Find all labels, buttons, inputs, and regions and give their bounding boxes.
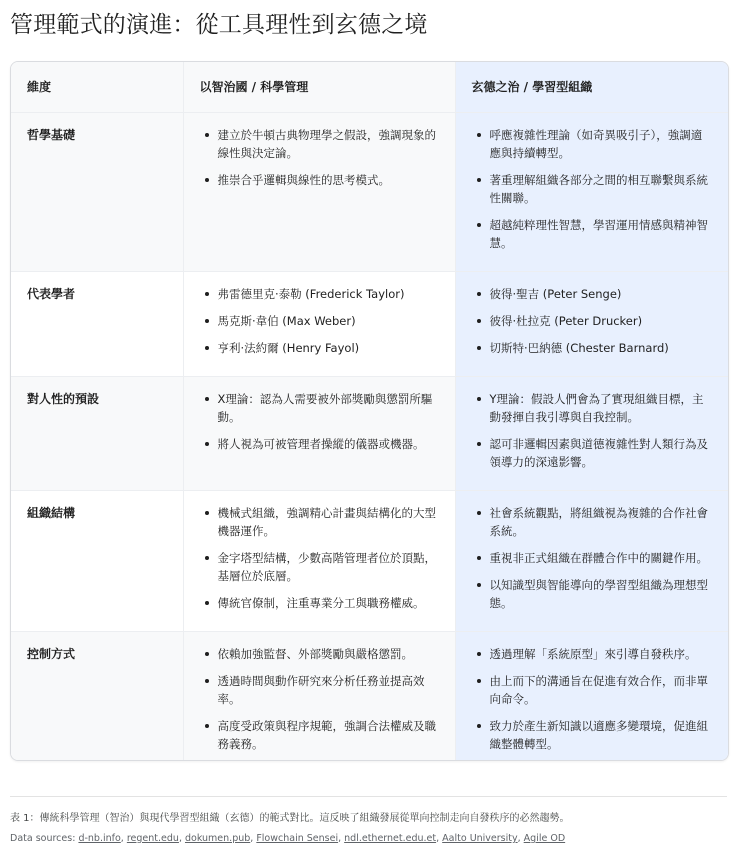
data-sources: Data sources: d-nb.info, regent.edu, dokumen.pub, Flowchain Sensei, ndl.ethernet.edu.et, Aalto University, Agile OD (10, 833, 566, 844)
list-item: 高度受政策與程序規範，強調合法權威及職務義務。 (218, 717, 439, 753)
list-item: 以知識型與智能導向的學習型組織為理想型態。 (490, 576, 713, 612)
list-item: 彼得·杜拉克 (Peter Drucker) (490, 312, 713, 330)
row-dimension: 哲學基礎 (11, 113, 183, 272)
list-item: 重視非正式組織在群體合作中的關鍵作用。 (490, 549, 713, 567)
source-link-aalto[interactable]: Aalto University (442, 833, 518, 844)
list-item: 社會系統觀點，將組織視為複雜的合作社會系統。 (490, 504, 713, 540)
cell-scientific (183, 491, 455, 632)
list-item: 呼應複雜性理論（如奇異吸引子），強調適應與持續轉型。 (490, 126, 713, 162)
list-item: X理論：認為人需要被外部獎勵與懲罰所驅動。 (218, 390, 439, 426)
list-item: 將人視為可被管理者操縱的儀器或機器。 (218, 435, 439, 453)
table-row (11, 632, 728, 762)
cell-learning (455, 113, 728, 272)
cell-learning (455, 377, 728, 491)
list-item: 建立於牛頓古典物理學之假設，強調現象的線性與決定論。 (218, 126, 439, 162)
list-item: 亨利·法約爾 (Henry Fayol) (218, 339, 439, 357)
source-link-flowchain[interactable]: Flowchain Sensei (256, 833, 339, 844)
cell-learning (455, 272, 728, 377)
list-item: 機械式組織，強調精心計畫與結構化的大型機器運作。 (218, 504, 439, 540)
list-item: 透過時間與動作研究來分析任務並提高效率。 (218, 672, 439, 708)
table-row (11, 377, 728, 491)
divider (10, 796, 727, 797)
cell-scientific (183, 632, 455, 762)
source-link-d-nb[interactable]: d-nb.info (78, 833, 121, 844)
row-dimension: 對人性的預設 (11, 377, 183, 491)
list-item: Y理論：假設人們會為了實現組織目標，主動發揮自我引導與自我控制。 (490, 390, 713, 426)
cell-scientific (183, 272, 455, 377)
page-title: 管理範式的演進：從工具理性到玄德之境 (10, 12, 428, 38)
list-item: 傳統官僚制，注重專業分工與職務權威。 (218, 594, 439, 612)
list-item: 推崇合乎邏輯與線性的思考模式。 (218, 171, 439, 189)
list-item: 切斯特·巴納德 (Chester Barnard) (490, 339, 713, 357)
header-dimension: 維度 (11, 62, 183, 113)
cell-scientific (183, 377, 455, 491)
source-link-dokumen[interactable]: dokumen.pub (184, 833, 251, 844)
list-item: 依賴加強監督、外部獎勵與嚴格懲罰。 (218, 645, 439, 663)
list-item: 致力於產生新知識以適應多變環境，促進組織整體轉型。 (490, 717, 713, 753)
list-item: 透過理解「系統原型」來引導自發秩序。 (490, 645, 713, 663)
table-header-row (11, 62, 728, 113)
cell-learning (455, 491, 728, 632)
list-item: 彼得·聖吉 (Peter Senge) (490, 285, 713, 303)
row-dimension: 組織結構 (11, 491, 183, 632)
cell-scientific (183, 113, 455, 272)
list-item: 超越純粹理性智慧，學習運用情感與精神智慧。 (490, 216, 713, 252)
list-item: 弗雷德里克·泰勒 (Frederick Taylor) (218, 285, 439, 303)
source-link-regent[interactable]: regent.edu (126, 833, 179, 844)
sources-label: Data sources: (10, 833, 76, 844)
list-item: 認可非邏輯因素與道德複雜性對人類行為及領導力的深遠影響。 (490, 435, 713, 471)
table-row (11, 491, 728, 632)
row-dimension: 代表學者 (11, 272, 183, 377)
cell-learning (455, 632, 728, 762)
source-link-ndl[interactable]: ndl.ethernet.edu.et (344, 833, 437, 844)
list-item: 由上而下的溝通旨在促進有效合作，而非單向命令。 (490, 672, 713, 708)
header-learning-organization: 玄德之治 / 學習型組織 (455, 62, 728, 113)
table-caption: 表 1：傳統科學管理（智治）與現代學習型組織（玄德）的範式對比。這反映了組織發展從單向控制走向自發秩序的必然趨勢。 (10, 813, 570, 824)
row-dimension: 控制方式 (11, 632, 183, 762)
list-item: 馬克斯·韋伯 (Max Weber) (218, 312, 439, 330)
source-link-agile-od[interactable]: Agile OD (523, 833, 566, 844)
list-item: 金字塔型結構，少數高階管理者位於頂點，基層位於底層。 (218, 549, 439, 585)
table-row (11, 272, 728, 377)
list-item: 著重理解組織各部分之間的相互聯繫與系統性關聯。 (490, 171, 713, 207)
comparison-table (10, 61, 729, 761)
table-row (11, 113, 728, 272)
header-scientific-management: 以智治國 / 科學管理 (183, 62, 455, 113)
